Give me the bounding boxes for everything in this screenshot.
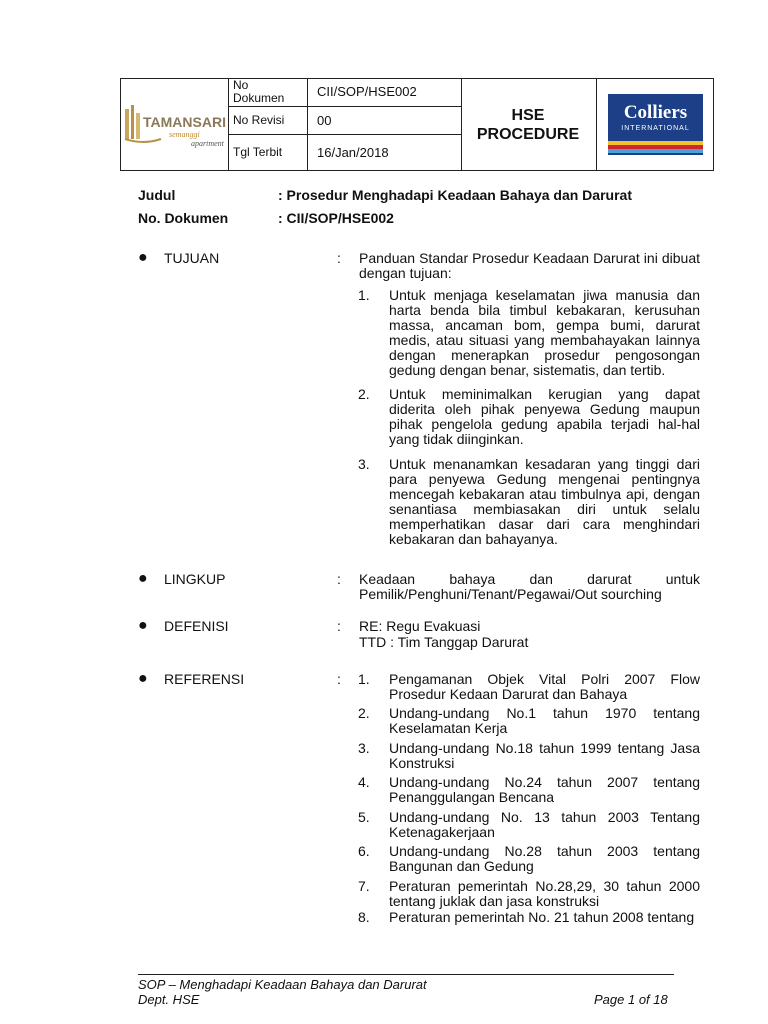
tgl-terbit-value: 16/Jan/2018: [317, 145, 389, 160]
list-number: 1.: [358, 287, 370, 303]
section-label-referensi: REFERENSI: [164, 671, 245, 687]
table-divider: [596, 79, 597, 170]
document-header-table: [120, 78, 714, 171]
footer-divider: [138, 974, 674, 975]
no-dokumen-value: CII/SOP/HSE002: [317, 84, 417, 99]
tamansari-logo-text: TAMANSARI: [143, 114, 226, 130]
referensi-item: Undang-undang No.28 tahun 2003 tentang Bangunan dan Gedung: [389, 843, 700, 874]
list-number: 2.: [358, 386, 370, 402]
bullet: ●: [138, 670, 148, 687]
footer-sop-title: SOP – Menghadapi Keadaan Bahaya dan Darurat: [138, 977, 427, 992]
list-number: 6.: [358, 843, 370, 859]
referensi-item: Undang-undang No.18 tahun 1999 tentang Jasa Konstruksi: [389, 740, 700, 771]
tamansari-logo: [123, 101, 229, 153]
list-number: 1.: [358, 671, 370, 687]
lingkup-line-2: Pemilik/Penghuni/Tenant/Pegawai/Out sourching: [359, 586, 662, 602]
referensi-item: Undang-undang No.1 tahun 1970 tentang Keselamatan Kerja: [389, 705, 700, 736]
list-number: 7.: [358, 878, 370, 894]
svg-text:apartment: apartment: [191, 139, 224, 148]
referensi-item: Undang-undang No.24 tahun 2007 tentang Penanggulangan Bencana: [389, 774, 700, 805]
no-dokumen-doc-label: No. Dokumen: [138, 210, 229, 226]
section-label-defenisi: DEFENISI: [164, 618, 229, 634]
table-divider: [307, 79, 308, 170]
hse-procedure-title: HSE PROCEDURE: [476, 107, 580, 143]
section-label-lingkup: LINGKUP: [164, 571, 226, 587]
bullet: ●: [138, 617, 148, 634]
table-divider: [228, 106, 461, 107]
section-label-tujuan: TUJUAN: [164, 250, 220, 266]
page-number: Page 1 of 18: [594, 992, 668, 1007]
footer-dept: Dept. HSE: [138, 992, 200, 1007]
list-number: 5.: [358, 809, 370, 825]
bullet: ●: [138, 249, 148, 266]
referensi-item: Pengamanan Objek Vital Polri 2007 Flow Prosedur Kedaan Darurat dan Bahaya: [389, 671, 700, 702]
section-colon: :: [337, 250, 341, 266]
tujuan-item: Untuk menanamkan kesadaran yang tinggi dari para penyewa Gedung mengenai pentingnya mencegah kebakaran atau timbulnya api, dengan senantiasa membiasakan diri untuk selalu memperhatikan dasar dari cara menghindari kebakaran dan bahayanya.: [389, 456, 700, 547]
no-dokumen-doc-value: : CII/SOP/HSE002: [278, 210, 394, 226]
section-colon: :: [337, 618, 341, 634]
colliers-logo: Colliers INTERNATIONAL: [608, 94, 703, 155]
list-number: 4.: [358, 774, 370, 790]
referensi-item: Peraturan pemerintah No.28,29, 30 tahun 2000 tentang juklak dan jasa konstruksi: [389, 878, 700, 909]
no-dokumen-label: No Dokumen: [233, 78, 285, 105]
referensi-item: Undang-undang No. 13 tahun 2003 Tentang Ketenagakerjaan: [389, 809, 700, 840]
svg-text:semanggi: semanggi: [169, 130, 200, 139]
tgl-terbit-label: Tgl Terbit: [233, 145, 283, 159]
tujuan-intro: Panduan Standar Prosedur Keadaan Darurat ini dibuat dengan tujuan:: [359, 250, 700, 281]
table-divider: [461, 79, 462, 170]
no-revisi-value: 00: [317, 113, 332, 128]
list-number: 3.: [358, 740, 370, 756]
bullet: ●: [138, 570, 148, 587]
no-revisi-label: No Revisi: [233, 113, 285, 127]
referensi-item: Peraturan pemerintah No. 21 tahun 2008 tentang: [389, 909, 695, 925]
lingkup-line-1: Keadaan bahaya dan darurat untuk: [359, 571, 700, 587]
section-colon: :: [337, 671, 341, 687]
defenisi-line-1: RE: Regu Evakuasi: [359, 618, 481, 634]
judul-value: : Prosedur Menghadapi Keadaan Bahaya dan Darurat: [278, 187, 632, 203]
table-divider: [228, 134, 461, 135]
tujuan-item: Untuk menjaga keselamatan jiwa manusia dan harta benda bila timbul kebakaran, kerusuhan massa, ancaman bom, gempa bumi, darurat medis, atau situasi yang membahayakan lainnya dengan menerapkan prosedur pengosongan gedung dengan benar, sistematis, dan tertib.: [389, 287, 700, 378]
defenisi-line-2: TTD : Tim Tanggap Darurat: [359, 634, 529, 650]
list-number: 3.: [358, 456, 370, 472]
list-number: 8.: [358, 909, 370, 925]
judul-label: Judul: [138, 187, 176, 203]
tujuan-item: Untuk meminimalkan kerugian yang dapat diderita oleh pihak penyewa Gedung maupun pihak pengelola gedung apabila terjadi hal-hal yang tidak diinginkan.: [389, 386, 700, 447]
list-number: 2.: [358, 705, 370, 721]
section-colon: :: [337, 571, 341, 587]
